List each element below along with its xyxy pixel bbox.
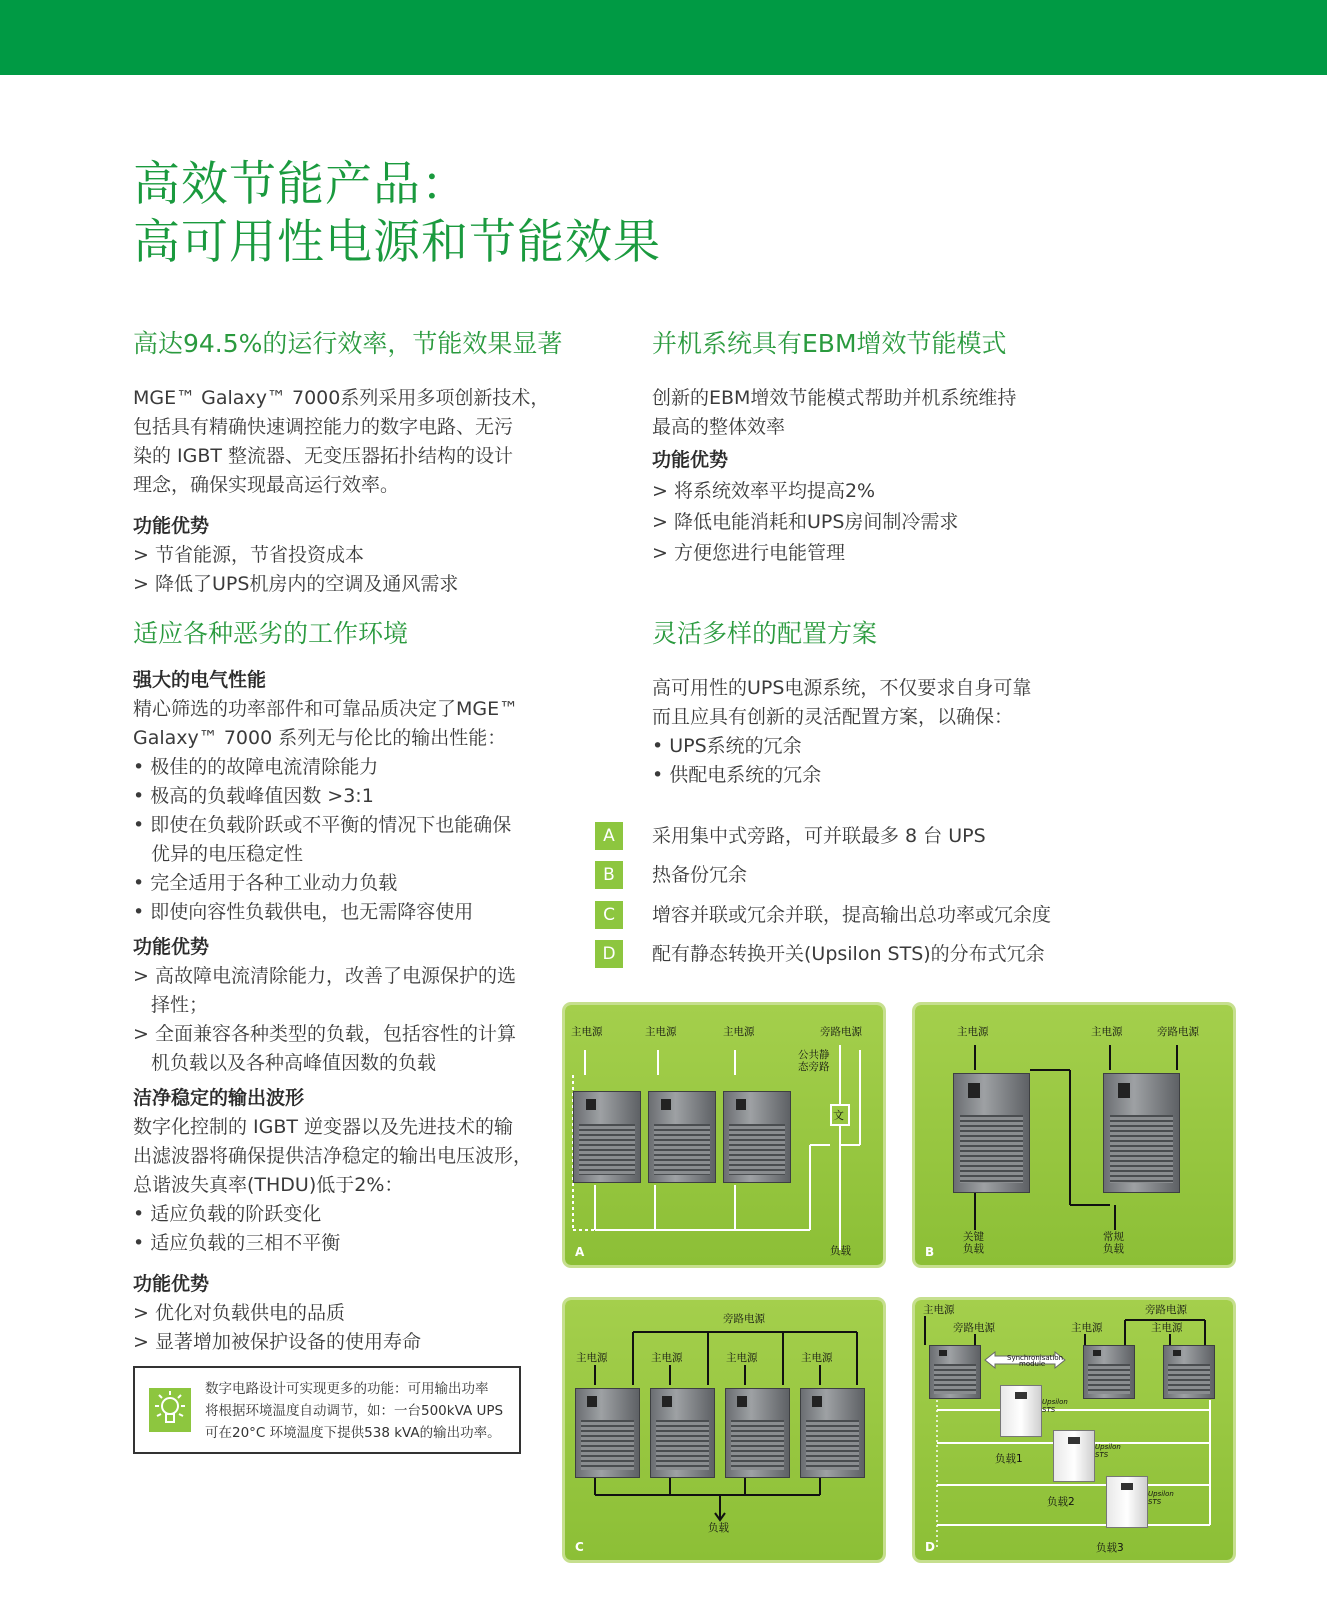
config-section [652, 674, 1072, 790]
sync-module-label: module [1019, 1360, 1046, 1368]
benefit-item: > 将系统效率平均提高2% [652, 480, 876, 502]
ups-unit [929, 1345, 981, 1399]
option-text: 热备份冗余 [652, 864, 748, 886]
diagram-a [565, 1005, 883, 1265]
sts-unit [1053, 1430, 1095, 1482]
subheading-waveform: 洁净稳定的输出波形 [133, 1087, 305, 1109]
option-text: 采用集中式旁路，可并联最多 8 台 UPS [652, 825, 986, 847]
benefit-item: > 全面兼容各种类型的负载，包括容性的计算 [133, 1023, 516, 1045]
option-badge: D [595, 940, 623, 968]
bullet-item: • 极佳的的故障电流清除能力 [133, 756, 379, 778]
load2-label: 负载2 [1047, 1496, 1075, 1508]
load-label: 负载 [708, 1522, 729, 1534]
ebm-text: 创新的EBM增效节能模式帮助并机系统维持 [652, 387, 1017, 409]
config-option-d [595, 940, 1275, 970]
diagram-c [565, 1300, 883, 1560]
bypass-label: 旁路电源 [1145, 1304, 1187, 1316]
ups-unit [1103, 1073, 1180, 1193]
ups-unit [650, 1388, 715, 1478]
config-heading: 灵活多样的配置方案 [652, 619, 878, 648]
bullet-item: • 适应负载的三相不平衡 [133, 1232, 341, 1254]
ebm-heading: 并机系统具有EBM增效节能模式 [652, 329, 1007, 358]
mains-label: 主电源 [957, 1026, 989, 1038]
benefit-item: 择性； [151, 994, 209, 1016]
load-label: 负载 [830, 1245, 851, 1257]
sts-unit [1106, 1476, 1148, 1528]
tip-line: 可在20°C 环境温度下提供538 kVA的输出功率。 [205, 1425, 501, 1441]
sts-label: Upsilon [1148, 1490, 1174, 1498]
mains-label: 主电源 [645, 1026, 677, 1038]
mains-label: 主电源 [1091, 1026, 1123, 1038]
ebm-text: 最高的整体效率 [652, 416, 786, 438]
environment-section [133, 666, 553, 1357]
ups-unit [1163, 1345, 1215, 1399]
bullet-item: • 即使向容性负载供电，也无需降容使用 [133, 901, 474, 923]
ups-unit [573, 1091, 641, 1183]
diagram-d [915, 1300, 1233, 1560]
bullet-item: • 即使在负载阶跃或不平衡的情况下也能确保 [133, 814, 512, 836]
mains-label: 主电源 [923, 1304, 955, 1316]
benefit-item: > 方便您进行电能管理 [652, 542, 845, 564]
sts-unit [1000, 1385, 1042, 1437]
critical-load-label: 负载 [963, 1243, 984, 1255]
sts-label: Upsilon [1095, 1443, 1121, 1451]
config-option-c [595, 901, 1275, 931]
static-bypass-label: 态旁路 [798, 1061, 830, 1073]
ups-unit [1083, 1345, 1135, 1399]
top-green-bar [0, 0, 1327, 75]
benefit-item: > 显著增加被保护设备的使用寿命 [133, 1331, 421, 1353]
config-text: 而且应具有创新的灵活配置方案，以确保： [652, 706, 1014, 728]
mains-label: 主电源 [1071, 1322, 1103, 1334]
load1-label: 负载1 [995, 1453, 1023, 1465]
switch-symbol: 文 [833, 1109, 844, 1122]
environment-heading: 适应各种恶劣的工作环境 [133, 619, 409, 648]
lightbulb-icon [149, 1388, 191, 1432]
efficiency-text: 理念，确保实现最高运行效率。 [133, 474, 400, 496]
option-badge: C [595, 901, 623, 929]
environment-text: 出滤波器将确保提供洁净稳定的输出电压波形， [133, 1145, 533, 1167]
benefit-item: > 降低电能消耗和UPS房间制冷需求 [652, 511, 959, 533]
ups-unit [800, 1388, 865, 1478]
environment-text: Galaxy™ 7000 系列无与伦比的输出性能： [133, 727, 507, 749]
diagram-letter: C [575, 1540, 584, 1554]
environment-text: 数字化控制的 IGBT 逆变器以及先进技术的输 [133, 1116, 514, 1138]
sts-label: STS [1148, 1498, 1162, 1506]
load3-label: 负载3 [1096, 1542, 1124, 1554]
environment-text: 总谐波失真率(THDU)低于2%： [133, 1174, 404, 1196]
option-text: 配有静态转换开关(Upsilon STS)的分布式冗余 [652, 943, 1045, 965]
bullet-item: • 供配电系统的冗余 [652, 764, 822, 786]
bypass-label: 旁路电源 [723, 1313, 765, 1325]
option-badge: B [595, 861, 623, 889]
sts-label: Upsilon [1042, 1398, 1068, 1406]
bullet-item: 优异的电压稳定性 [151, 843, 304, 865]
ups-unit [725, 1388, 790, 1478]
benefit-item: > 节省能源，节省投资成本 [133, 544, 364, 566]
config-option-a [595, 822, 1275, 852]
benefit-item: 机负载以及各种高峰值因数的负载 [151, 1052, 437, 1074]
option-badge: A [595, 822, 623, 850]
mains-label: 主电源 [1151, 1322, 1183, 1334]
ups-unit [575, 1388, 640, 1478]
bullet-item: • UPS系统的冗余 [652, 735, 802, 757]
tip-line: 将根据环境温度自动调节，如：一台500kVA UPS [205, 1403, 504, 1419]
efficiency-section [133, 384, 553, 599]
diagram-letter: D [925, 1540, 935, 1554]
bullet-item: • 适应负载的阶跃变化 [133, 1203, 322, 1225]
efficiency-text: 包括具有精确快速调控能力的数字电路、无污 [133, 416, 514, 438]
normal-load-label: 常规 [1103, 1231, 1124, 1243]
ups-unit [648, 1091, 716, 1183]
page-title [133, 156, 661, 272]
mains-label: 主电源 [651, 1352, 683, 1364]
efficiency-text: 染的 IGBT 整流器、无变压器拓扑结构的设计 [133, 445, 514, 467]
mains-label: 主电源 [571, 1026, 603, 1038]
bypass-label: 旁路电源 [1157, 1026, 1199, 1038]
sync-module-label: Synchronisation [1007, 1354, 1064, 1362]
normal-load-label: 负载 [1103, 1243, 1124, 1255]
sts-label: STS [1042, 1406, 1056, 1414]
tip-box [133, 1366, 521, 1454]
bypass-label: 旁路电源 [820, 1026, 862, 1038]
benefits-label: 功能优势 [133, 936, 210, 958]
diagram-b [915, 1005, 1233, 1265]
bullet-item: • 极高的负载峰值因数 >3:1 [133, 785, 374, 807]
efficiency-text: MGE™ Galaxy™ 7000系列采用多项创新技术， [133, 387, 550, 409]
benefit-item: > 高故障电流清除能力，改善了电源保护的选 [133, 965, 516, 987]
benefits-label: 功能优势 [652, 449, 729, 471]
environment-text: 精心筛选的功率部件和可靠品质决定了MGE™ [133, 698, 519, 720]
benefits-label: 功能优势 [133, 1273, 210, 1295]
diagram-letter: A [575, 1245, 585, 1259]
mains-label: 主电源 [723, 1026, 755, 1038]
bypass-label: 旁路电源 [953, 1322, 995, 1334]
title-line-1: 高效节能产品： [133, 157, 469, 212]
efficiency-heading: 高达94.5%的运行效率，节能效果显著 [133, 329, 563, 358]
config-option-b [595, 861, 1275, 891]
tip-line: 数字电路设计可实现更多的功能：可用输出功率 [205, 1381, 489, 1397]
benefit-item: > 优化对负载供电的品质 [133, 1302, 345, 1324]
config-text: 高可用性的UPS电源系统，不仅要求自身可靠 [652, 677, 1032, 699]
bullet-item: • 完全适用于各种工业动力负载 [133, 872, 398, 894]
sts-label: STS [1095, 1451, 1109, 1459]
benefits-label: 功能优势 [133, 515, 210, 537]
subheading-electrical: 强大的电气性能 [133, 669, 267, 691]
ups-unit [723, 1091, 791, 1183]
mains-label: 主电源 [801, 1352, 833, 1364]
diagram-letter: B [925, 1245, 935, 1259]
mains-label: 主电源 [726, 1352, 758, 1364]
tip-text [205, 1378, 503, 1444]
title-line-2: 高可用性电源和节能效果 [133, 215, 661, 270]
critical-load-label: 关键 [963, 1231, 984, 1243]
mains-label: 主电源 [576, 1352, 608, 1364]
benefit-item: > 降低了UPS机房内的空调及通风需求 [133, 573, 459, 595]
ebm-section [652, 384, 1072, 568]
ups-unit [953, 1073, 1030, 1193]
static-bypass-label: 公共静 [798, 1049, 830, 1061]
option-text: 增容并联或冗余并联，提高输出总功率或冗余度 [652, 904, 1052, 926]
